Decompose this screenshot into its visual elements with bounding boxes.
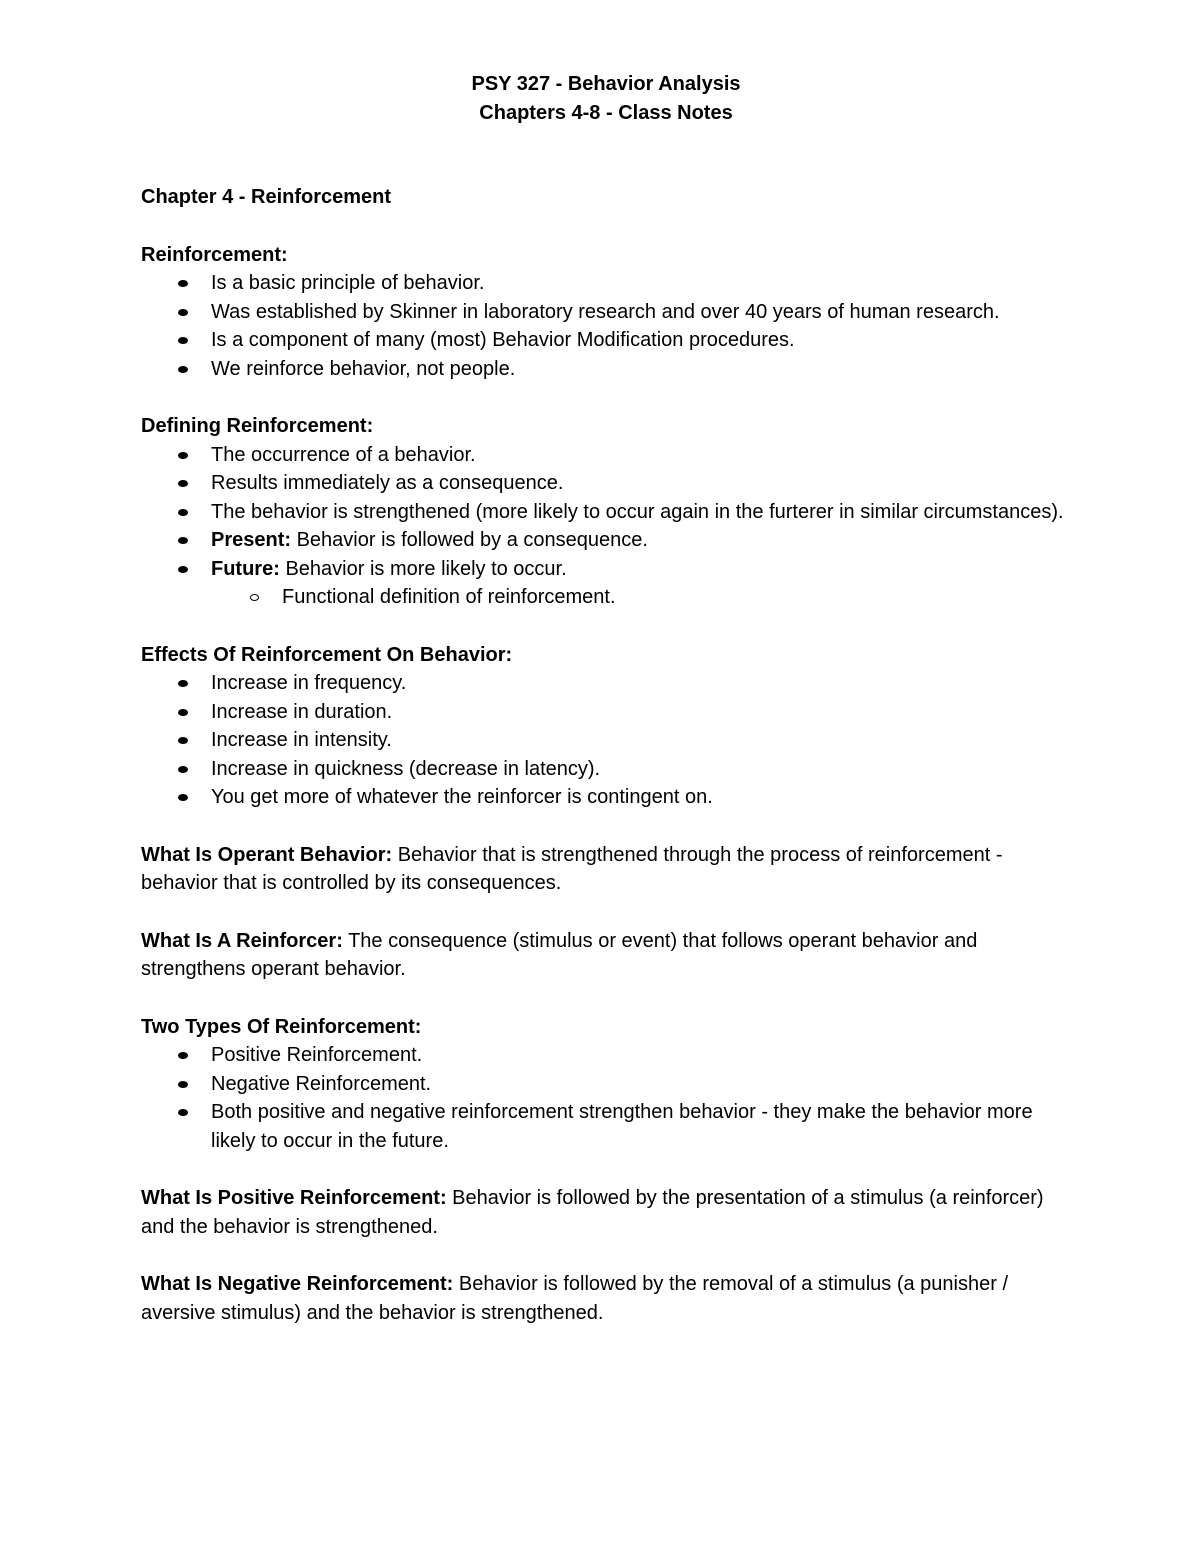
list-item	[141, 726, 1071, 755]
document-subtitle: Chapters 4-8 - Class Notes	[479, 102, 733, 124]
bullet-icon	[178, 280, 188, 287]
list-item-text: Results immediately as a consequence.	[211, 472, 564, 494]
section-heading: Reinforcement:	[141, 243, 288, 266]
section-heading: Defining Reinforcement:	[141, 415, 374, 437]
bullet-icon	[178, 537, 188, 544]
section-negative-reinforcement	[141, 1270, 1071, 1327]
bullet-list	[141, 1041, 1071, 1155]
list-item-text: Was established by Skinner in laboratory research and over 40 years of human research.	[211, 300, 1000, 323]
list-item-text: Is a component of many (most) Behavior Modification procedures.	[211, 329, 795, 351]
section-heading: Two Types Of Reinforcement:	[141, 1015, 422, 1038]
definition-text: Behavior is followed by the presentation of a stimulus (a reinforcer) and the behavior is strengthened.	[141, 1187, 1044, 1238]
section-reinforcer	[141, 927, 1071, 984]
list-item-text: The occurrence of a behavior.	[211, 443, 476, 466]
section-effects	[141, 641, 1071, 812]
list-item-text: Increase in duration.	[211, 700, 393, 723]
section-types	[141, 1013, 1071, 1156]
bullet-icon	[178, 1052, 188, 1059]
section-reinforcement	[141, 241, 1071, 384]
definition-paragraph	[141, 1184, 1071, 1241]
list-item	[141, 269, 1071, 298]
section-defining-reinforcement	[141, 412, 1071, 612]
list-item-text: We reinforce behavior, not people.	[211, 357, 516, 380]
sub-list-item	[211, 583, 1071, 612]
list-item	[141, 355, 1071, 384]
bullet-list	[141, 669, 1071, 812]
definition-paragraph	[141, 1270, 1071, 1327]
bullet-icon	[178, 337, 188, 344]
document-page	[141, 70, 1071, 1327]
bullet-icon	[178, 794, 188, 801]
list-item-text: Behavior is more likely to occur.	[279, 557, 567, 580]
hollow-bullet-icon	[250, 594, 259, 601]
definition-label: What Is Operant Behavior:	[141, 843, 393, 866]
list-item-text: Increase in intensity.	[211, 729, 392, 751]
list-item	[141, 1098, 1071, 1155]
list-item	[141, 441, 1071, 470]
bullet-list	[141, 441, 1071, 612]
list-item-text: Is a basic principle of behavior.	[211, 272, 485, 294]
list-item-text: The behavior is strengthened (more likely to occur again in the furterer in similar circumstances).	[211, 500, 1064, 523]
bullet-icon	[178, 566, 188, 573]
list-item	[141, 698, 1071, 727]
list-item-text: Both positive and negative reinforcement strengthen behavior - they make the behavior more likely to occur in the future.	[211, 1101, 1033, 1152]
definition-paragraph	[141, 927, 1071, 984]
list-item	[141, 298, 1071, 327]
bullet-icon	[178, 480, 188, 487]
bullet-list	[141, 269, 1071, 383]
list-item	[141, 755, 1071, 784]
list-item-text: Increase in quickness (decrease in latency).	[211, 757, 601, 780]
list-item-text: Increase in frequency.	[211, 672, 407, 694]
list-item	[141, 469, 1071, 498]
bullet-icon	[178, 366, 188, 373]
list-item	[141, 498, 1071, 527]
definition-text: Behavior is followed by the removal of a stimulus (a punisher / aversive stimulus) and the behavior is strengthened.	[141, 1273, 1009, 1324]
bullet-icon	[178, 509, 188, 516]
list-item-text: Negative Reinforcement.	[211, 1072, 432, 1095]
chapter-heading: Chapter 4 - Reinforcement	[141, 186, 392, 208]
list-item-text: Positive Reinforcement.	[211, 1044, 423, 1066]
list-item	[141, 1041, 1071, 1070]
list-item	[141, 555, 1071, 612]
sub-bullet-list	[211, 583, 1071, 612]
definition-text: Behavior that is strengthened through the process of reinforcement - behavior that is controlled by its consequences.	[141, 843, 1003, 894]
definition-paragraph	[141, 841, 1071, 898]
list-item	[141, 326, 1071, 355]
list-item	[141, 526, 1071, 555]
definition-label: What Is Positive Reinforcement:	[141, 1187, 447, 1209]
bullet-icon	[178, 766, 188, 773]
list-item-text: Behavior is followed by a consequence.	[291, 529, 648, 551]
bullet-icon	[178, 452, 188, 459]
definition-label: What Is A Reinforcer:	[141, 929, 343, 952]
list-item	[141, 783, 1071, 812]
definition-label: What Is Negative Reinforcement:	[141, 1273, 454, 1295]
list-item-label: Future:	[211, 557, 280, 580]
section-positive-reinforcement	[141, 1184, 1071, 1241]
sub-list-item-text: Functional definition of reinforcement.	[282, 586, 616, 608]
bullet-icon	[178, 1081, 188, 1088]
bullet-icon	[178, 737, 188, 744]
bullet-icon	[178, 680, 188, 687]
list-item-text: You get more of whatever the reinforcer is contingent on.	[211, 786, 713, 808]
bullet-icon	[178, 709, 188, 716]
list-item	[141, 669, 1071, 698]
list-item-label: Present:	[211, 529, 292, 551]
definition-text: The consequence (stimulus or event) that follows operant behavior and strengthens operant behavior.	[141, 929, 978, 980]
bullet-icon	[178, 309, 188, 316]
list-item	[141, 1070, 1071, 1099]
section-heading: Effects Of Reinforcement On Behavior:	[141, 643, 513, 666]
section-operant-behavior	[141, 841, 1071, 898]
bullet-icon	[178, 1109, 188, 1116]
document-title: PSY 327 - Behavior Analysis	[471, 73, 741, 95]
